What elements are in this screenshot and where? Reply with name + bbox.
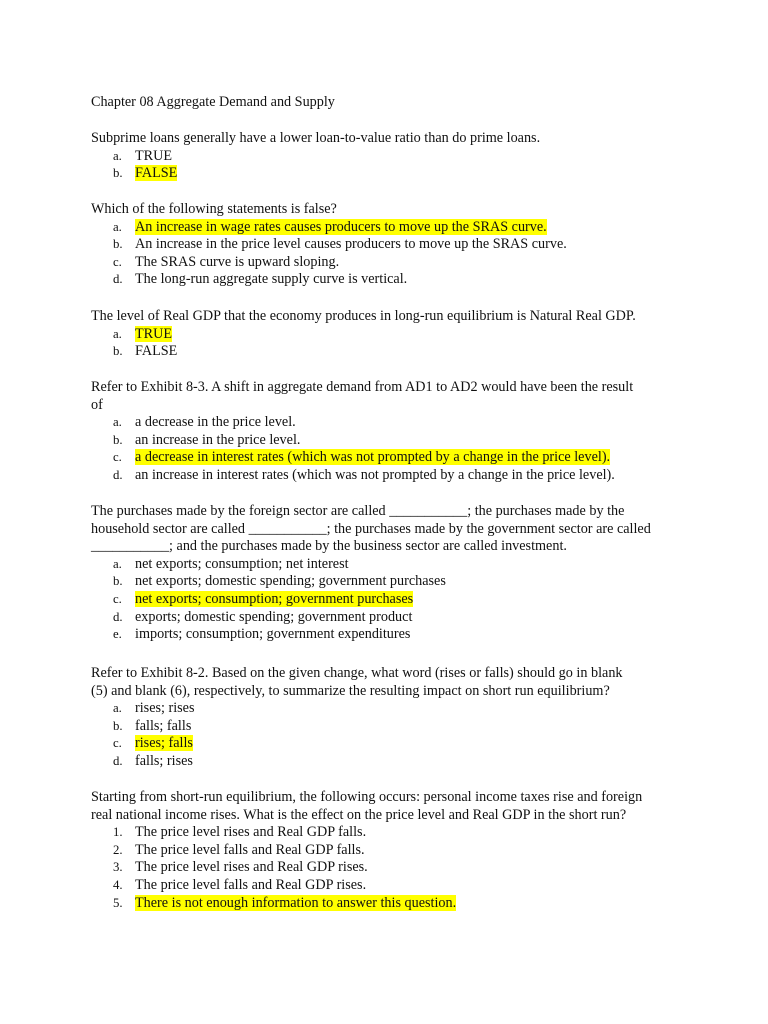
answer-option [91, 735, 691, 753]
question-3 [91, 308, 691, 361]
question-stem [91, 665, 691, 700]
chapter-title: Chapter 08 Aggregate Demand and Supply [91, 94, 335, 110]
option-marker: b. [113, 344, 123, 359]
option-marker: a. [113, 556, 122, 571]
stem-line: (5) and blank (6), respectively, to summarize the resulting impact on short run equilibrium? [91, 682, 610, 699]
highlighted-answer-text: An increase in wage rates causes producers to move up the SRAS curve. [135, 218, 547, 235]
answer-option [91, 700, 691, 718]
stem-line: Refer to Exhibit 8-2. Based on the given change, what word (rises or falls) should go in blank [91, 665, 623, 681]
answer-options [91, 700, 691, 770]
question-6 [91, 665, 691, 771]
answer-option [91, 236, 691, 254]
answer-option [91, 573, 691, 591]
answer-option [91, 148, 691, 166]
question-2 [91, 201, 691, 289]
option-marker: b. [113, 718, 123, 733]
question-stem [91, 379, 691, 414]
answer-option [91, 859, 691, 877]
option-text: The price level rises and Real GDP rises. [135, 859, 368, 876]
answer-option [91, 842, 691, 860]
option-marker: c. [113, 450, 122, 465]
highlighted-answer-text: net exports; consumption; government purchases [135, 590, 414, 607]
option-marker: 4. [113, 877, 123, 892]
question-5 [91, 503, 691, 644]
option-text: rises; rises [135, 700, 195, 717]
option-marker: d. [113, 467, 123, 482]
answer-option [91, 432, 691, 450]
question-stem [91, 130, 691, 148]
answer-option [91, 718, 691, 736]
answer-option [91, 626, 691, 644]
option-marker: 1. [113, 825, 123, 840]
option-marker: a. [113, 701, 122, 716]
answer-option [91, 467, 691, 485]
option-text: FALSE [135, 343, 178, 360]
answer-options [91, 556, 691, 644]
question-7 [91, 789, 691, 912]
answer-option [91, 895, 691, 913]
option-marker: d. [113, 272, 123, 287]
answer-option [91, 271, 691, 289]
stem-line: The level of Real GDP that the economy produces in long-run equilibrium is Natural Real GDP. [91, 308, 636, 324]
answer-option [91, 343, 691, 361]
stem-line: Which of the following statements is false? [91, 201, 337, 217]
stem-line: ___________; and the purchases made by the business sector are called investment. [91, 538, 567, 555]
question-4 [91, 379, 691, 485]
option-marker: d. [113, 609, 123, 624]
option-marker: e. [113, 627, 122, 642]
option-marker: a. [113, 415, 122, 430]
highlighted-answer-text: FALSE [135, 165, 178, 182]
option-marker: b. [113, 432, 123, 447]
answer-option [91, 165, 691, 183]
answer-options [91, 219, 691, 289]
stem-line: Starting from short-run equilibrium, the following occurs: personal income taxes rise and foreign [91, 789, 643, 805]
stem-line: Subprime loans generally have a lower loan-to-value ratio than do prime loans. [91, 130, 541, 146]
option-text: an increase in the price level. [135, 431, 301, 448]
option-marker: 2. [113, 842, 123, 857]
stem-line: of [91, 396, 103, 413]
answer-option [91, 609, 691, 627]
option-text: an increase in interest rates (which was not prompted by a change in the price level). [135, 466, 615, 483]
option-text: net exports; domestic spending; government purchases [135, 573, 446, 590]
answer-option [91, 326, 691, 344]
highlighted-answer-text: a decrease in interest rates (which was not prompted by a change in the price level). [135, 449, 611, 466]
answer-option [91, 877, 691, 895]
option-marker: d. [113, 753, 123, 768]
option-text: net exports; consumption; net interest [135, 555, 349, 572]
option-text: imports; consumption; government expenditures [135, 626, 411, 643]
answer-option [91, 414, 691, 432]
option-text: The SRAS curve is upward sloping. [135, 253, 340, 270]
stem-line: real national income rises. What is the effect on the price level and Real GDP in the short run? [91, 806, 627, 823]
option-marker: 3. [113, 860, 123, 875]
answer-options [91, 414, 691, 484]
stem-line: household sector are called ___________; the purchases made by the government sector are called [91, 520, 651, 537]
stem-line: The purchases made by the foreign sector are called ___________; the purchases made by the [91, 503, 625, 519]
option-text: An increase in the price level causes producers to move up the SRAS curve. [135, 236, 567, 253]
option-marker: 5. [113, 895, 123, 910]
answer-option [91, 591, 691, 609]
option-marker: a. [113, 326, 122, 341]
answer-options [91, 148, 691, 183]
option-text: The price level falls and Real GDP rises. [135, 876, 367, 893]
option-text: TRUE [135, 147, 173, 164]
answer-option [91, 824, 691, 842]
option-text: a decrease in the price level. [135, 414, 296, 431]
answer-option [91, 753, 691, 771]
question-1 [91, 130, 691, 183]
stem-line: Refer to Exhibit 8-3. A shift in aggregate demand from AD1 to AD2 would have been the result [91, 379, 634, 395]
option-text: The price level falls and Real GDP falls. [135, 841, 365, 858]
option-marker: b. [113, 166, 123, 181]
answer-option [91, 254, 691, 272]
option-text: exports; domestic spending; government product [135, 608, 413, 625]
option-marker: c. [113, 254, 122, 269]
option-marker: c. [113, 736, 122, 751]
option-marker: a. [113, 219, 122, 234]
highlighted-answer-text: There is not enough information to answer this question. [135, 894, 457, 911]
option-text: The long-run aggregate supply curve is vertical. [135, 271, 408, 288]
question-stem [91, 789, 691, 824]
question-stem [91, 308, 691, 326]
answer-options [91, 326, 691, 361]
answer-option [91, 556, 691, 574]
option-marker: b. [113, 574, 123, 589]
option-marker: a. [113, 148, 122, 163]
option-text: falls; rises [135, 752, 193, 769]
highlighted-answer-text: rises; falls [135, 735, 193, 752]
highlighted-answer-text: TRUE [135, 325, 173, 342]
answer-option [91, 449, 691, 467]
answer-options [91, 824, 691, 912]
question-stem [91, 201, 691, 219]
question-stem [91, 503, 691, 556]
option-text: falls; falls [135, 717, 192, 734]
option-marker: c. [113, 591, 122, 606]
option-marker: b. [113, 237, 123, 252]
option-text: The price level rises and Real GDP falls. [135, 824, 367, 841]
answer-option [91, 219, 691, 237]
